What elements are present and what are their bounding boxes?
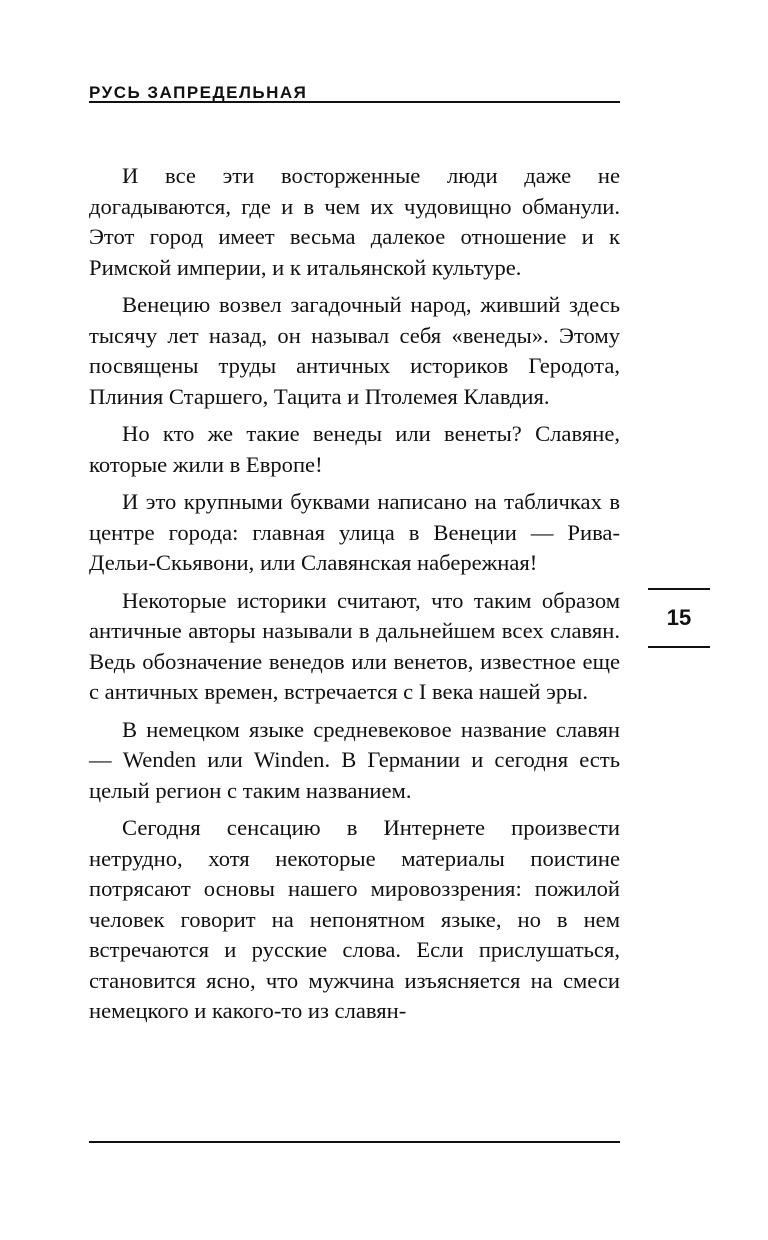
page-number-marker bbox=[648, 588, 710, 649]
paragraph: Некоторые историки считают, что таким образом античные авторы называли в дальнейшем всех славян. Ведь обозначение венедов или венетов, известное еще с античных времен, встречается с I века нашей эры. bbox=[89, 587, 620, 704]
running-header-title: РУСЬ ЗАПРЕДЕЛЬНАЯ bbox=[89, 83, 308, 102]
paragraph: Но кто же такие венеды или венеты? Славяне, которые жили в Европе! bbox=[89, 421, 620, 477]
header-divider bbox=[89, 101, 620, 103]
page-number-top-rule bbox=[648, 588, 710, 590]
footer-divider bbox=[89, 1141, 620, 1143]
paragraph: И это крупными буквами написано на табличках в центре города: главная улица в Венеции — Рива-Дельи-Скьявони, или Славянская набережная! bbox=[89, 489, 620, 575]
page-body bbox=[89, 161, 620, 1034]
paragraph: Венецию возвел загадочный народ, живший здесь тысячу лет назад, он называл себя «венеды». Этому посвящены труды античных историков Геродота, Плиния Старшего, Тацита и Птолемея Клавдия. bbox=[89, 292, 620, 409]
paragraph: И все эти восторженные люди даже не догадываются, где и в чем их чудовищно обманули. Этот город имеет весьма далекое отношение и к Римской империи, и к итальянской культуре. bbox=[89, 163, 620, 280]
paragraph: В немецком языке средневековое название славян — Wenden или Winden. В Германии и сегодня есть целый регион с таким названием. bbox=[89, 716, 620, 803]
page-number: 15 bbox=[666, 605, 692, 630]
page-number-bottom-rule bbox=[648, 646, 710, 648]
paragraph: Сегодня сенсацию в Интернете произвести нетрудно, хотя некоторые материалы поистине потрясают основы нашего мировоззрения: пожилой человек говорит на непонятном языке, но в нем встречаются и русские слова. Если прислушаться, становится ясно, что мужчина изъясняется на смеси немецкого и какого-то из славян- bbox=[89, 815, 620, 1023]
